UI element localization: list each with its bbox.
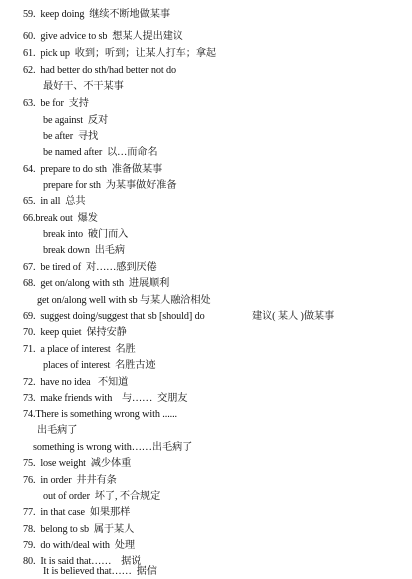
text-line: be against 反对 <box>43 115 109 126</box>
text-line: 64. prepare to do sth 准备做某事 <box>23 164 163 175</box>
text-line: 60. give advice to sb 想某人提出建议 <box>23 31 183 42</box>
text-line: something is wrong with……出毛病了 <box>33 442 193 453</box>
text-line: 最好干、不干某事 <box>43 81 124 92</box>
text-line: break down 出毛病 <box>43 245 125 256</box>
text-line: 80. It is said that…… 据说 <box>23 556 142 567</box>
text-line: 72. have no idea 不知道 <box>23 377 129 388</box>
text-line: break into 破门而入 <box>43 229 129 240</box>
text-line: 59. keep doing 继续不断地做某事 <box>23 9 170 20</box>
text-line: 73. make friends with 与…… 交朋友 <box>23 393 188 404</box>
text-line: out of order 坏了, 不合规定 <box>43 491 161 502</box>
text-line: get on/along well with sb 与某人融洽相处 <box>37 295 211 306</box>
text-line: 66.break out 爆发 <box>23 213 98 224</box>
text-line: 70. keep quiet 保持安静 <box>23 327 127 338</box>
text-line: 76. in order 井井有条 <box>23 475 117 486</box>
text-line: 65. in all 总共 <box>23 196 86 207</box>
text-line: 出毛病了 <box>37 425 78 436</box>
text-line: 62. had better do sth/had better not do <box>23 65 177 76</box>
text-line: 67. be tired of 对……感到厌倦 <box>23 262 157 273</box>
text-line: 79. do with/deal with 处理 <box>23 540 135 551</box>
text-line: 68. get on/along with sth 进展顺利 <box>23 278 170 289</box>
text-line: be after 寻找 <box>43 131 99 142</box>
text-line: be named after 以…而命名 <box>43 147 158 158</box>
text-line: 63. be for 支持 <box>23 98 89 109</box>
text-line: 74.There is something wrong with ...... <box>23 409 177 420</box>
text-line: 77. in that case 如果那样 <box>23 507 131 518</box>
text-line: 61. pick up 收到；听到；让某人打车；拿起 <box>23 48 217 59</box>
text-line: 75. lose weight 减少体重 <box>23 458 132 469</box>
text-line: prepare for sth 为某事做好准备 <box>43 180 177 191</box>
text-line: 建议( 某人 )做某事 <box>252 311 335 322</box>
text-line: 71. a place of interest 名胜 <box>23 344 136 355</box>
text-line: It is believed that…… 据信 <box>43 566 157 577</box>
text-line: 78. belong to sb 属于某人 <box>23 524 135 535</box>
text-line: 69. suggest doing/suggest that sb [should] do <box>23 311 205 322</box>
text-line: places of interest 名胜古迹 <box>43 360 156 371</box>
